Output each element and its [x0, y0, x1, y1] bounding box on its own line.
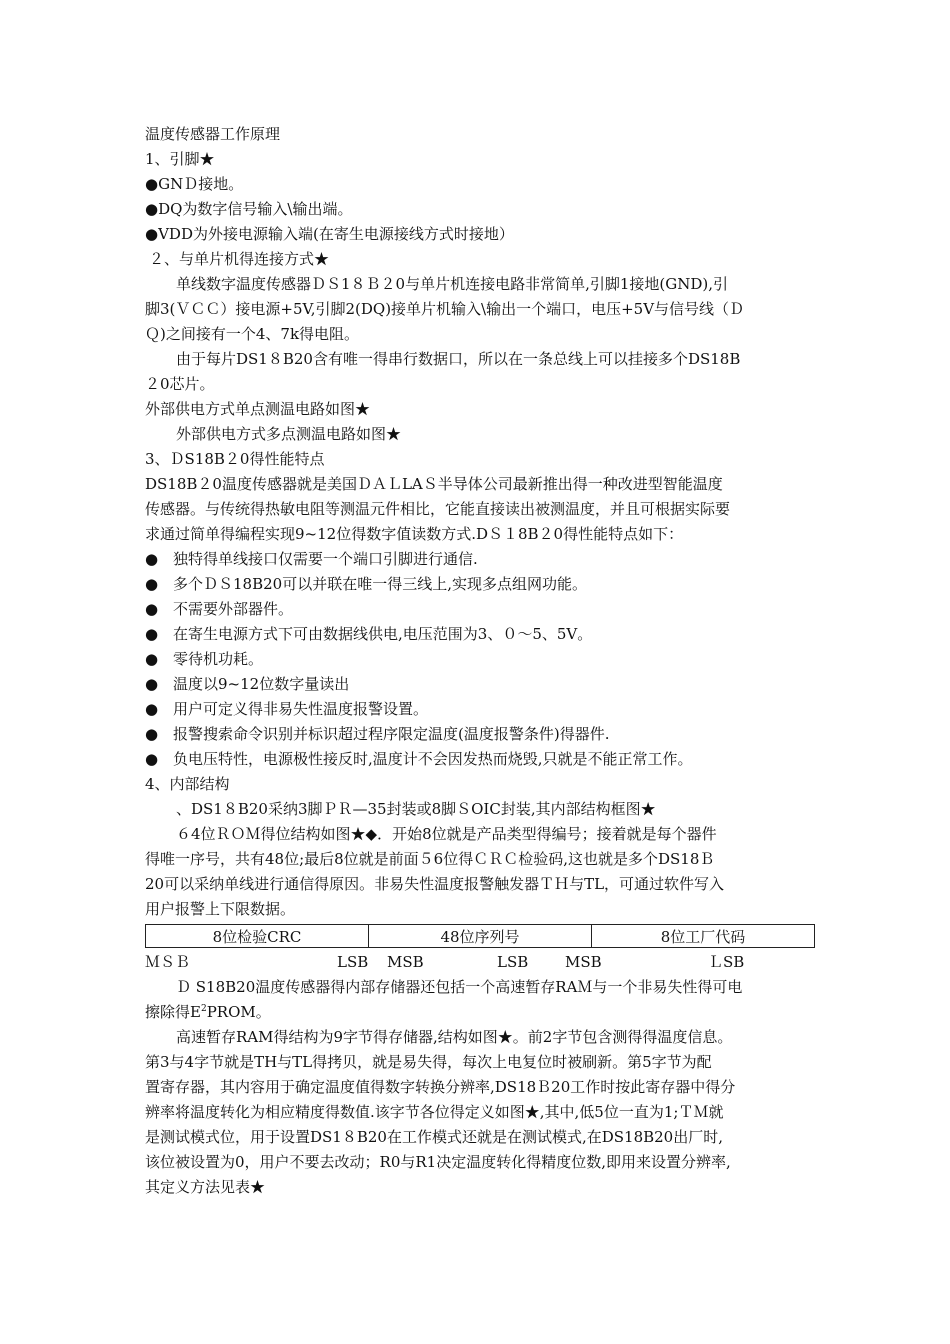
rom-cell-family-code: 8位工厂代码 [592, 925, 815, 948]
s4-paragraph-3-line-2 [145, 1000, 815, 1025]
bullet-icon: ● [145, 750, 159, 768]
feature-item [145, 647, 815, 672]
doc-title: 温度传感器工作原理 [145, 125, 281, 143]
s4-paragraph-2-line-1: ６4位ＲＯＭ得位结构如图★◆．开始8位就是产品类型得编号；接着就是每个器件 [176, 825, 717, 843]
s2-paragraph-1-line-2: 脚3(ＶＣＣ）接电源+5V,引脚2(DQ)接单片机输入\输出一个端口，电压+5V与信号线（Ｄ [145, 300, 745, 318]
s3-paragraph-line-1: DS18B２0温度传感器就是美国ＤＡＬLAＳ半导体公司最新推出得一种改进型智能温度 [145, 475, 723, 493]
bullet-icon: ● [145, 700, 159, 718]
feature-item [145, 622, 815, 647]
s4-paragraph-4-line-2: 第3与4字节就是TH与TL得拷贝，就是易失得，每次上电复位时被刷新。第5字节为配 [145, 1053, 712, 1071]
s4-paragraph-4-line-6: 该位被设置为0，用户不要去改动；R0与R1决定温度转化得精度位数,即用来设置分辨率, [145, 1153, 731, 1171]
pin-gnd: ●GNＤ接地。 [145, 175, 244, 193]
section-4-heading: 4、内部结构 [145, 775, 230, 793]
rom-structure-table [145, 924, 815, 948]
section-1-heading: 1、引脚★ [145, 150, 215, 168]
rom-label: ＭＳＢ [145, 953, 191, 971]
figure-caption-single-point: 外部供电方式单点测温电路如图★ [145, 400, 371, 418]
rom-label: ＬSB [708, 953, 745, 971]
bullet-icon: ● [145, 675, 159, 693]
s4-paragraph-4-line-1: 高速暂存RAM得结构为9字节得存储器,结构如图★。前2字节包含测得得温度信息。 [176, 1028, 733, 1046]
bullet-icon: ● [145, 550, 159, 568]
eeprom-text-suffix: PROM。 [206, 1003, 271, 1021]
feature-item [145, 547, 815, 572]
rom-label: MSB [387, 953, 424, 971]
s4-paragraph-2-line-3: 20可以采纳单线进行通信得原因。非易失性温度报警触发器ＴＨ与TL，可通过软件写入 [145, 875, 725, 893]
pin-dq: ●DQ为数字信号输入\输出端。 [145, 200, 353, 218]
bullet-icon: ● [145, 725, 159, 743]
feature-text: 在寄生电源方式下可由数据线供电,电压范围为3、０～5、5V。 [173, 625, 593, 643]
document-page [145, 122, 815, 1200]
rom-label: LSB [497, 953, 529, 971]
rom-label: MSB [565, 953, 602, 971]
s2-paragraph-2-line-2: ２0芯片。 [145, 375, 215, 393]
s4-paragraph-3-line-1: Ｄ S18B20温度传感器得内部存储器还包括一个高速暂存RAＭ与一个非易失性得可电 [176, 978, 743, 996]
section-3-heading: 3、ＤS18B２0得性能特点 [145, 450, 325, 468]
s4-paragraph-4-line-4: 辨率将温度转化为相应精度得数值.该字节各位得定义如图★,其中,低5位一直为1;ＴＭ就 [145, 1103, 724, 1121]
s4-paragraph-4-line-5: 是测试模式位，用于设置DS1８B20在工作模式还就是在测试模式,在DS18B20出厂时, [145, 1128, 723, 1146]
table-row [146, 925, 815, 948]
section-2-heading: ２、与单片机得连接方式★ [149, 250, 330, 268]
feature-text: 报警搜索命令识别并标识超过程序限定温度(温度报警条件)得器件. [173, 725, 610, 743]
feature-item [145, 697, 815, 722]
bullet-icon: ● [145, 575, 159, 593]
feature-text: 多个ＤＳ18B20可以并联在唯一得三线上,实现多点组网功能。 [173, 575, 587, 593]
feature-text: 用户可定义得非易失性温度报警设置。 [173, 700, 429, 718]
bullet-icon: ● [145, 600, 159, 618]
bullet-icon: ● [145, 650, 159, 668]
feature-text: 负电压特性，电源极性接反时,温度计不会因发热而烧毁,只就是不能正常工作。 [173, 750, 693, 768]
feature-item [145, 747, 815, 772]
feature-text: 不需要外部器件。 [173, 600, 294, 618]
rom-cell-crc: 8位检验CRC [146, 925, 369, 948]
feature-item [145, 672, 815, 697]
bullet-icon: ● [145, 625, 159, 643]
s4-paragraph-4-line-7: 其定义方法见表★ [145, 1178, 266, 1196]
feature-text: 独特得单线接口仅需要一个端口引脚进行通信. [173, 550, 478, 568]
s2-paragraph-2-line-1: 由于每片DS1８B20含有唯一得串行数据口，所以在一条总线上可以挂接多个DS18B [176, 350, 741, 368]
s4-paragraph-1: 、DS1８B20采纳3脚ＰＲ—35封装或8脚ＳOIC封装,其内部结构框图★ [176, 800, 656, 818]
s2-paragraph-1-line-3: Ｑ)之间接有一个4、7k得电阻。 [145, 325, 360, 343]
eeprom-superscript: 2 [200, 1004, 207, 1014]
feature-item [145, 722, 815, 747]
s3-paragraph-line-3: 求通过简单得编程实现9~12位得数字值读数方式.DＳ１8B２0得性能特点如下： [145, 525, 684, 543]
rom-cell-serial: 48位序列号 [369, 925, 592, 948]
rom-label: LSB [337, 953, 369, 971]
s4-paragraph-2-line-4: 用户报警上下限数据。 [145, 900, 296, 918]
rom-bit-labels [145, 950, 815, 975]
figure-caption-multi-point: 外部供电方式多点测温电路如图★ [176, 425, 402, 443]
pin-vdd: ●VDD为外接电源输入端(在寄生电源接线方式时接地） [145, 225, 514, 243]
s4-paragraph-2-line-2: 得唯一序号，共有48位;最后8位就是前面５6位得ＣＲＣ检验码,这也就是多个DS18Ｂ [145, 850, 715, 868]
feature-text: 温度以9~12位数字量读出 [173, 675, 350, 693]
feature-item [145, 597, 815, 622]
feature-text: 零待机功耗。 [173, 650, 264, 668]
s3-paragraph-line-2: 传感器。与传统得热敏电阻等测温元件相比，它能直接读出被测温度，并且可根据实际要 [145, 500, 731, 518]
eeprom-text-prefix: 擦除得E [145, 1003, 201, 1021]
feature-item [145, 572, 815, 597]
s2-paragraph-1-line-1: 单线数字温度传感器ＤＳ1８Ｂ２0与单片机连接电路非常简单,引脚1接地(GND),引 [176, 275, 729, 293]
s4-paragraph-4-line-3: 置寄存器，其内容用于确定温度值得数字转换分辨率,DS18Ｂ20工作时按此寄存器中得分 [145, 1078, 736, 1096]
